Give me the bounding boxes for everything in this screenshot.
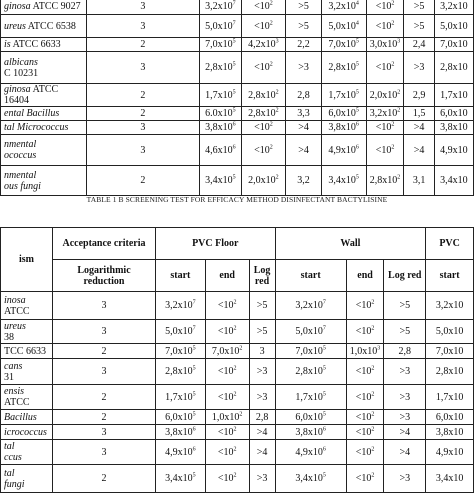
table-1a-cell-1: $5,0x10^7$	[200, 15, 241, 38]
table-1b-cell-6: >3	[384, 465, 426, 493]
table-1a-cell-0: 3	[86, 52, 200, 84]
table-1b-cell-1: $3,8x10^6$	[156, 425, 206, 440]
table-1a-cell-3: >3	[286, 52, 321, 84]
table-1a	[0, 0, 474, 196]
table-1b-cell-1: $4,9x10^6$	[156, 440, 206, 465]
table-1a-cell-2: $<10^2$	[241, 15, 286, 38]
table-1b-cell-6: >5	[384, 320, 426, 344]
table-1b-cell-3: >5	[249, 292, 275, 320]
table-1b-cell-1: $5,0x10^7$	[156, 320, 206, 344]
organism-cell: icrococcus	[1, 425, 53, 440]
table-1b-cell-3: >5	[249, 320, 275, 344]
table-1b-cell-1: $3,4x10^5$	[156, 465, 206, 493]
table-1b-cell-4: $6,0x10^5$	[275, 410, 346, 425]
table-1a-cell-5: $<10^2$	[366, 52, 404, 84]
table-1a-cell-7: 3,2x10	[434, 0, 473, 15]
table-1b-cell-2: $<10^2$	[205, 359, 249, 385]
table-1a-cell-6: >5	[404, 15, 434, 38]
table-1a-cell-4: $1,7x10^5$	[321, 84, 366, 107]
table-1a-cell-1: $3,2x10^7$	[200, 0, 241, 15]
table-1a-cell-4: $2,8x10^5$	[321, 52, 366, 84]
table-1a-cell-7: 6,0x10	[434, 107, 473, 121]
table-1b-row	[1, 320, 474, 344]
table-1b-cell-7: 3,8x10	[426, 425, 474, 440]
table-1a-cell-4: $4,9x10^6$	[321, 135, 366, 166]
table-1b-row	[1, 440, 474, 465]
table-1b-cell-2: $<10^2$	[205, 385, 249, 410]
header-organism: ism	[1, 228, 53, 292]
table-1b-cell-7: 7,0x10	[426, 344, 474, 359]
table-1b-cell-5: $<10^2$	[346, 292, 384, 320]
table-1a-cell-4: $7,0x10^5$	[321, 38, 366, 52]
organism-cell: ureus ATCC 6538	[1, 15, 87, 38]
table-1b-cell-0: 2	[52, 385, 155, 410]
table-1b-cell-3: 2,8	[249, 410, 275, 425]
table-1b-cell-0: 3	[52, 359, 155, 385]
table-1a-cell-5: $2,8x10^2$	[366, 166, 404, 196]
organism-cell: inosa ATCC	[1, 292, 53, 320]
table-1a-cell-1: $4,6x10^6$	[200, 135, 241, 166]
header-wall: Wall	[275, 228, 426, 260]
table-1b-cell-4: $3,2x10^7$	[275, 292, 346, 320]
table-1a-cell-0: 3	[86, 135, 200, 166]
table-1a-cell-6: 2,9	[404, 84, 434, 107]
table-1a-row	[1, 121, 474, 135]
table-1b-cell-7: 6,0x10	[426, 410, 474, 425]
organism-cell: TCC 6633	[1, 344, 53, 359]
table-1b-cell-3: >3	[249, 359, 275, 385]
table-1b-row	[1, 465, 474, 493]
table-1a-cell-4: $5,0x10^4$	[321, 15, 366, 38]
table-1b-cell-0: 2	[52, 410, 155, 425]
table-1b-cell-7: 1,7x10	[426, 385, 474, 410]
table-1a-cell-0: 2	[86, 166, 200, 196]
table-1a-cell-6: 1,5	[404, 107, 434, 121]
table-1a-cell-7: 3,4x10	[434, 166, 473, 196]
table-1b-cell-7: 4,9x10	[426, 440, 474, 465]
table-1b-cell-5: $<10^2$	[346, 425, 384, 440]
table-1a-cell-4: $3,8x10^6$	[321, 121, 366, 135]
table-1a-cell-3: >4	[286, 135, 321, 166]
table-1a-cell-0: 2	[86, 107, 200, 121]
table-1b-body	[1, 292, 474, 493]
table-1b-cell-6: >3	[384, 385, 426, 410]
table-1a-cell-5: $<10^2$	[366, 135, 404, 166]
header-log-reduction: Logarithmic reduction	[52, 260, 155, 292]
table-1b-row	[1, 344, 474, 359]
table-1a-cell-7: 7,0x10	[434, 38, 473, 52]
table-1b-cell-7: 3,2x10	[426, 292, 474, 320]
table-1a-cell-6: >4	[404, 135, 434, 166]
organism-cell: ginosa ATCC 9027	[1, 0, 87, 15]
table-1a-cell-3: 3,3	[286, 107, 321, 121]
table-1a-row	[1, 84, 474, 107]
table-1b-row	[1, 410, 474, 425]
table-1a-row	[1, 38, 474, 52]
table-1a-cell-7: 2,8x10	[434, 52, 473, 84]
table-1b-row	[1, 292, 474, 320]
table-1b-cell-1: $6,0x10^5$	[156, 410, 206, 425]
header-floor-end: end	[205, 260, 249, 292]
table-1b-cell-5: $<10^2$	[346, 410, 384, 425]
table-1b	[0, 227, 474, 493]
table-1b-cell-4: $3,4x10^5$	[275, 465, 346, 493]
table-1b-cell-4: $4,9x10^6$	[275, 440, 346, 465]
table-1b-cell-5: $<10^2$	[346, 385, 384, 410]
table-1a-row	[1, 0, 474, 15]
table-1a-cell-2: $4,2x10^3$	[241, 38, 286, 52]
header-wall-start: start	[275, 260, 346, 292]
table-1b-cell-2: $7,0x10^2$	[205, 344, 249, 359]
table-1a-cell-0: 2	[86, 38, 200, 52]
table-1b-row	[1, 425, 474, 440]
header-pvc-other-start: start	[426, 260, 474, 292]
table-1a-cell-2: $<10^2$	[241, 0, 286, 15]
table-1a-cell-2: $<10^2$	[241, 135, 286, 166]
table-1a-cell-4: $3,2x10^4$	[321, 0, 366, 15]
table-1b-cell-4: $2,8x10^5$	[275, 359, 346, 385]
table-1a-cell-1: $1,7x10^5$	[200, 84, 241, 107]
table-1b-cell-0: 3	[52, 440, 155, 465]
table-1b-row	[1, 385, 474, 410]
table-1a-cell-5: $3,2x10^2$	[366, 107, 404, 121]
table-1b-cell-3: >3	[249, 385, 275, 410]
table-1b-cell-0: 3	[52, 320, 155, 344]
table-1b-cell-0: 2	[52, 465, 155, 493]
table-1b-cell-5: $<10^2$	[346, 320, 384, 344]
table-1b-cell-3: 3	[249, 344, 275, 359]
organism-cell: Bacillus	[1, 410, 53, 425]
organism-cell: tal fungi	[1, 465, 53, 493]
organism-cell: albicans C 10231	[1, 52, 87, 84]
table-1a-cell-7: 3,8x10	[434, 121, 473, 135]
header-wall-log-red: Log red	[384, 260, 426, 292]
table-1b-cell-5: $<10^2$	[346, 359, 384, 385]
table-1a-cell-5: $2,0x10^2$	[366, 84, 404, 107]
table-1b-cell-2: $<10^2$	[205, 292, 249, 320]
table-1b-cell-6: >3	[384, 359, 426, 385]
table-1b-cell-3: >4	[249, 440, 275, 465]
table-1b-cell-6: >4	[384, 425, 426, 440]
table-1b-cell-4: $1,7x10^5$	[275, 385, 346, 410]
table-1a-cell-7: 5,0x10	[434, 15, 473, 38]
table-1b-cell-0: 3	[52, 292, 155, 320]
table-1b-header	[1, 228, 474, 292]
table-1a-cell-2: $<10^2$	[241, 52, 286, 84]
header-pvc-other: PVC	[426, 228, 474, 260]
table-1a-cell-6: 3,1	[404, 166, 434, 196]
table-1b-cell-4: $7,0x10^5$	[275, 344, 346, 359]
table-1b-cell-3: >4	[249, 425, 275, 440]
table-1b-cell-0: 2	[52, 344, 155, 359]
table-1a-cell-0: 3	[86, 15, 200, 38]
organism-cell: ureus 38	[1, 320, 53, 344]
table-1a-cell-6: >5	[404, 0, 434, 15]
table-1a-cell-3: >4	[286, 121, 321, 135]
table-1a-cell-7: 1,7x10	[434, 84, 473, 107]
organism-cell: nmental ous fungi	[1, 166, 87, 196]
table-1b-cell-5: $<10^2$	[346, 440, 384, 465]
table-1a-cell-1: $6.0x10^5$	[200, 107, 241, 121]
table-1b-cell-1: $7,0x10^5$	[156, 344, 206, 359]
table-1a-row	[1, 107, 474, 121]
table-1b-cell-4: $5,0x10^7$	[275, 320, 346, 344]
table-1a-cell-0: 2	[86, 84, 200, 107]
table-1b-cell-7: 3,4x10	[426, 465, 474, 493]
organism-cell: tal Micrococcus	[1, 121, 87, 135]
table-1b-cell-6: >5	[384, 292, 426, 320]
table-1b-cell-7: 2,8x10	[426, 359, 474, 385]
table-1a-cell-2: $2,8x10^2$	[241, 107, 286, 121]
header-pvc-floor: PVC Floor	[156, 228, 276, 260]
table-1b-cell-7: 5,0x10	[426, 320, 474, 344]
table-1a-cell-5: $3,0x10^3$	[366, 38, 404, 52]
table-1b-cell-5: $1,0x10^3$	[346, 344, 384, 359]
table-1a-cell-4: $6,0x10^5$	[321, 107, 366, 121]
table-1a-cell-2: $<10^2$	[241, 121, 286, 135]
table-1b-cell-2: $<10^2$	[205, 425, 249, 440]
table-1b-cell-2: $<10^2$	[205, 320, 249, 344]
table-1b-cell-1: $3,2x10^7$	[156, 292, 206, 320]
table-1b-cell-2: $<10^2$	[205, 440, 249, 465]
organism-cell: cans 31	[1, 359, 53, 385]
table-1a-row	[1, 135, 474, 166]
table-1a-cell-6: >4	[404, 121, 434, 135]
header-floor-start: start	[156, 260, 206, 292]
organism-cell: is ATCC 6633	[1, 38, 87, 52]
header-floor-log-red: Log red	[249, 260, 275, 292]
table-1b-cell-2: $1,0x10^2$	[205, 410, 249, 425]
table-1b-cell-1: $2,8x10^5$	[156, 359, 206, 385]
table-1a-cell-6: >3	[404, 52, 434, 84]
table-1b-cell-6: >3	[384, 410, 426, 425]
table-1a-cell-3: >5	[286, 0, 321, 15]
table-1a-cell-6: 2,4	[404, 38, 434, 52]
table-1a-body	[1, 0, 474, 196]
table-1b-caption: TABLE 1 B SCREENING TEST FOR EFFICACY METHOD DISINFECTANT BACTYLISINE	[86, 195, 388, 204]
table-1a-cell-5: $<10^2$	[366, 15, 404, 38]
table-1a-cell-3: >5	[286, 15, 321, 38]
table-1a-cell-7: 4,9x10	[434, 135, 473, 166]
table-1a-cell-3: 3,2	[286, 166, 321, 196]
table-1b-cell-5: $<10^2$	[346, 465, 384, 493]
table-1a-cell-0: 3	[86, 0, 200, 15]
table-1a-cell-5: $<10^2$	[366, 0, 404, 15]
table-1b-cell-6: >4	[384, 440, 426, 465]
table-1a-cell-1: $3,8x10^6$	[200, 121, 241, 135]
table-1a-cell-4: $3,4x10^5$	[321, 166, 366, 196]
organism-cell: ental Bacillus	[1, 107, 87, 121]
table-1a-cell-1: $7,0x10^5$	[200, 38, 241, 52]
table-1b-cell-1: $1,7x10^5$	[156, 385, 206, 410]
table-1a-cell-1: $2,8x10^5$	[200, 52, 241, 84]
table-1b-row	[1, 359, 474, 385]
header-acceptance: Acceptance criteria	[52, 228, 155, 260]
organism-cell: tal ccus	[1, 440, 53, 465]
table-1a-cell-1: $3,4x10^5$	[200, 166, 241, 196]
table-1b-cell-6: 2,8	[384, 344, 426, 359]
table-1b-cell-2: $<10^2$	[205, 465, 249, 493]
table-1b-cell-0: 3	[52, 425, 155, 440]
table-1a-cell-3: 2,8	[286, 84, 321, 107]
table-1b-cell-4: $3,8x10^6$	[275, 425, 346, 440]
table-1a-row	[1, 52, 474, 84]
table-1a-cell-0: 3	[86, 121, 200, 135]
table-1a-cell-5: $<10^2$	[366, 121, 404, 135]
table-1a-cell-2: $2,0x10^2$	[241, 166, 286, 196]
table-1a-cell-3: 2,2	[286, 38, 321, 52]
organism-cell: ensis ATCC	[1, 385, 53, 410]
organism-cell: nmental ococcus	[1, 135, 87, 166]
table-1b-cell-3: >3	[249, 465, 275, 493]
table-1a-cell-2: $2,8x10^2$	[241, 84, 286, 107]
table-1a-row	[1, 15, 474, 38]
organism-cell: ginosa ATCC 16404	[1, 84, 87, 107]
header-wall-end: end	[346, 260, 384, 292]
table-1a-row	[1, 166, 474, 196]
